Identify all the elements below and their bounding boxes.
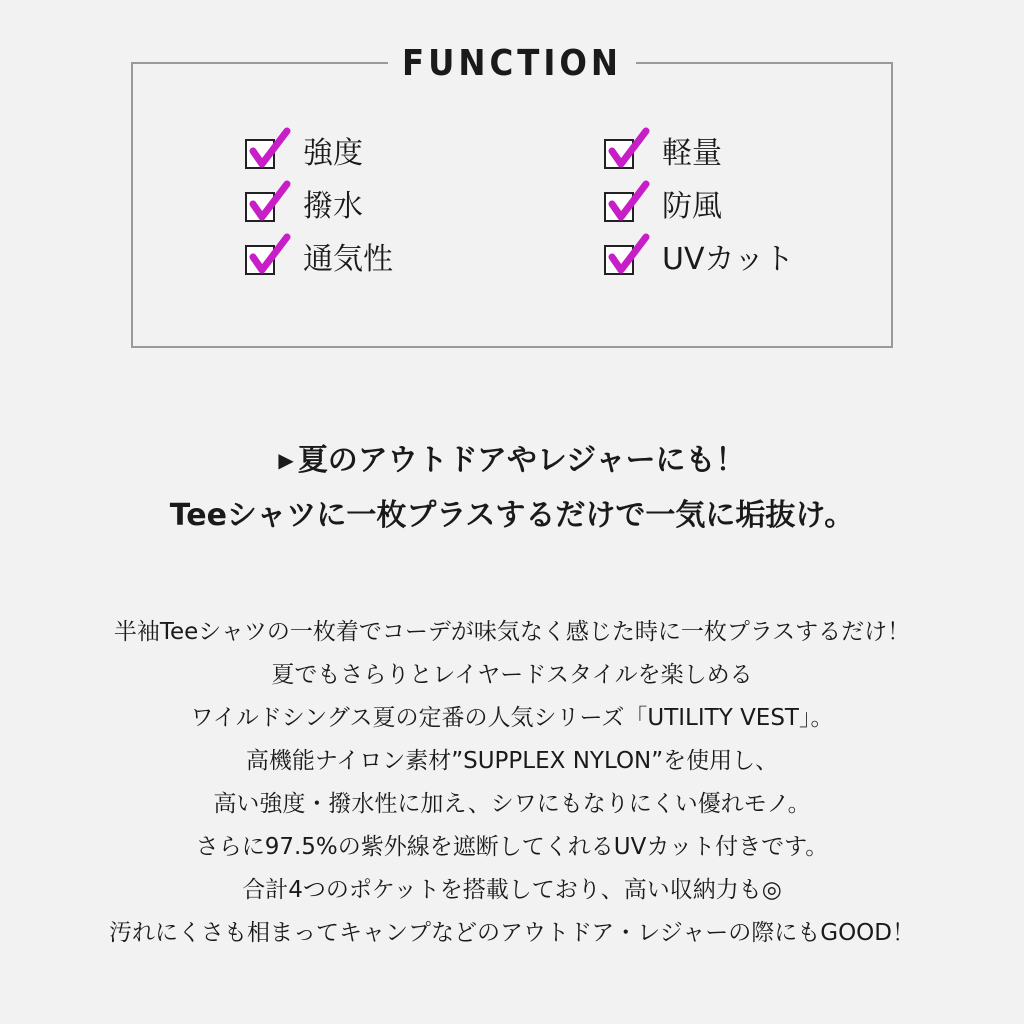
- feature-label: 撥水: [303, 189, 363, 224]
- checkbox-checked-icon: [604, 139, 634, 169]
- function-title: FUNCTION: [388, 44, 636, 84]
- description-line-7: 合計4つのポケットを搭載しており、高い収納力も◎: [242, 877, 782, 903]
- description-line-6: さらに97.5%の紫外線を遮断してくれるUVカット付きです。: [195, 834, 829, 860]
- checkbox-checked-icon: [245, 245, 275, 275]
- function-box: [131, 43, 893, 348]
- description-line-8: 汚れにくさも相まってキャンプなどのアウトドア・レジャーの際にもGOOD！: [108, 920, 915, 946]
- feature-item-strength: [245, 134, 363, 174]
- feature-label: 強度: [303, 136, 363, 171]
- checkbox-checked-icon: [245, 192, 275, 222]
- headline-line-2: Teeシャツに一枚プラスするだけで一気に垢抜け。: [169, 498, 855, 533]
- description-line-5: 高い強度・撥水性に加え、シワにもなりにくい優れモノ。: [213, 791, 811, 817]
- checkbox-checked-icon: [604, 245, 634, 275]
- checkbox-checked-icon: [604, 192, 634, 222]
- description-line-1: 半袖Teeシャツの一枚着でコーデが味気なく感じた時に一枚プラスするだけ！: [113, 619, 911, 645]
- description-line-2: 夏でもさらりとレイヤードスタイルを楽しめる: [271, 662, 753, 688]
- description-line-4: 高機能ナイロン素材”SUPPLEX NYLON”を使用し、: [245, 748, 779, 774]
- feature-label: UVカット: [662, 242, 795, 277]
- feature-item-windproof: [604, 187, 722, 227]
- feature-item-breathable: [245, 240, 393, 280]
- feature-item-lightweight: [604, 134, 722, 174]
- triangle-arrow-icon: ▶: [278, 448, 294, 472]
- headline-line-1: [0, 440, 1024, 481]
- feature-label: 軽量: [662, 136, 722, 171]
- description-line-3: ワイルドシングス夏の定番の人気シリーズ「UTILITY VEST」。: [190, 705, 834, 731]
- checkbox-checked-icon: [245, 139, 275, 169]
- headline-text-1: 夏のアウトドアやレジャーにも！: [297, 443, 746, 478]
- feature-label: 防風: [662, 189, 722, 224]
- feature-item-water-repellent: [245, 187, 363, 227]
- feature-label: 通気性: [303, 242, 393, 277]
- feature-item-uv-cut: [604, 240, 794, 280]
